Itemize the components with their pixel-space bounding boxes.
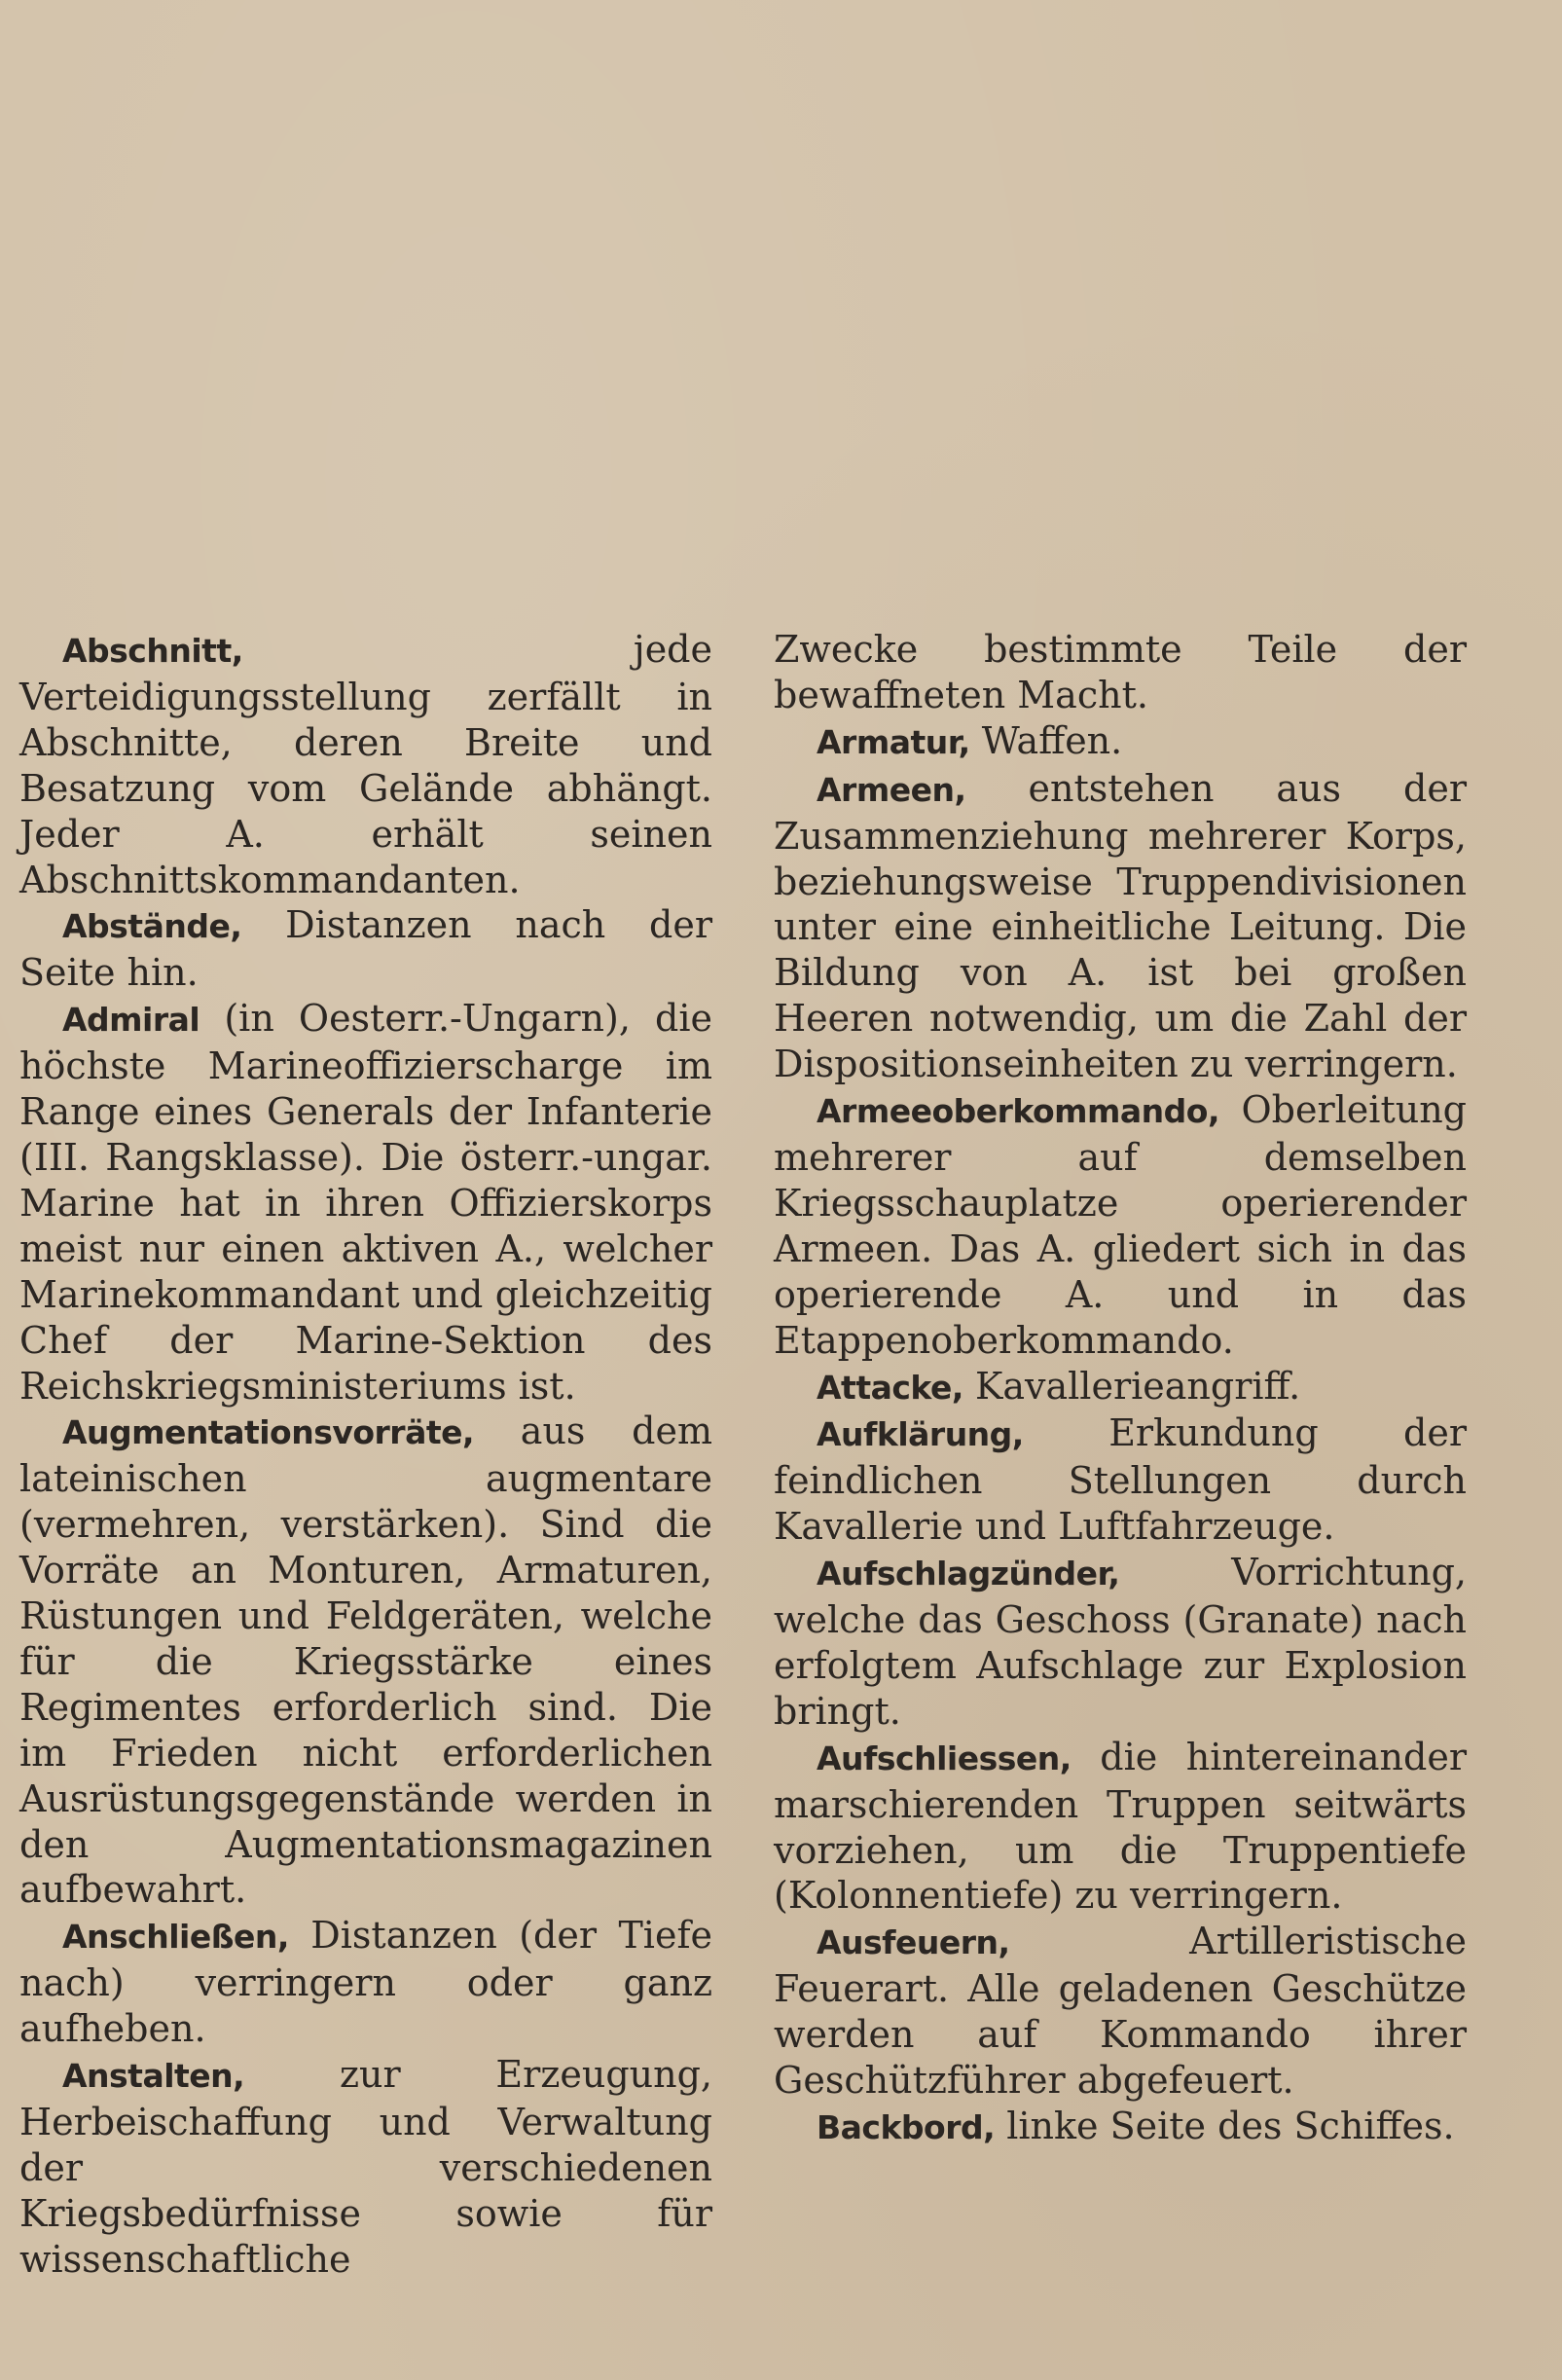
entry-anschliessen (19, 1913, 712, 2052)
entry-definition: entstehen aus der Zusammenziehung mehrerer Korps, beziehungsweise Truppendivisionen unter eine einheitliche Leitung. Die Bildung von A. ist bei großen Heeren notwendig, um die Zahl der Dispositionseinheiten zu verringern. (774, 766, 1467, 1086)
entry-armeen (774, 766, 1467, 1087)
entry-aufklaerung (774, 1410, 1467, 1550)
entry-term: Anschließen, (62, 1918, 289, 1957)
entry-definition: Vorrichtung, welche das Geschoss (Granate) nach erfolgtem Aufschlage zur Explosion bringt. (774, 1551, 1467, 1733)
entry-definition: Erkundung der feindlichen Stellungen durch Kavallerie und Luftfahrzeuge. (774, 1411, 1467, 1549)
entry-term: Aufschliessen, (817, 1739, 1072, 1777)
entry-armeeoberkommando (774, 1087, 1467, 1363)
entry-definition: die hintereinander marschierenden Truppen seitwärts vorziehen, um die Truppentiefe (Kolonnentiefe) zu verringern. (774, 1735, 1467, 1918)
entry-definition: (in Oesterr.-Ungarn), die höchste Marineoffizierscharge im Range eines Generals der Infanterie (III. Rangsklasse). Die österr.-ungar. Marine hat in ihren Offizierskorps meist nur einen aktiven A., welcher Marinekommandant und gleichzeitig Chef der Marine-Sektion des Reichskriegsministeriums ist. (19, 997, 712, 1408)
entry-anstalten (19, 2052, 712, 2283)
entry-definition: Artilleristische Feuerart. Alle geladenen Geschütze werden auf Kommando ihrer Geschützführer abgefeuert. (774, 1920, 1467, 2103)
entry-attacke (774, 1364, 1467, 1411)
entry-definition: Kavallerieangriff. (963, 1364, 1301, 1408)
entry-term: Abstände, (62, 907, 242, 946)
entry-augmentationsvorraete (19, 1409, 712, 1913)
entry-term: Aufschlagzünder, (817, 1555, 1120, 1593)
entry-definition: jede Verteidigungsstellung zerfällt in Abschnitte, deren Breite und Besatzung vom Gelände abhängt. Jeder A. erhält seinen Abschnittskommandanten. (19, 628, 712, 901)
entry-abstaende (19, 902, 712, 996)
entry-term: Aufklärung, (817, 1415, 1024, 1454)
entry-term: Augmentationsvorräte, (62, 1413, 475, 1452)
entry-definition: aus dem lateinischen augmentare (vermehren, verstärken). Sind die Vorräte an Monturen, Armaturen, Rüstungen und Feldgeräten, welche für die Kriegsstärke eines Regimentes erforderlich sind. Die im Frieden nicht erforderlichen Ausrüstungsgegenstände werden in den Augmentationsmagazinen aufbewahrt. (19, 1410, 712, 1912)
entry-continuation: Zwecke bestimmte Teile der bewaffneten Macht. (774, 628, 1467, 716)
entry-aufschlagzuender (774, 1550, 1467, 1735)
entry-definition: zur Erzeugung, Herbeischaffung und Verwaltung der verschiedenen Kriegsbedürfnisse sowie für wissenschaftliche (19, 2053, 712, 2281)
entry-definition: Distanzen nach der Seite hin. (19, 903, 712, 995)
entry-abschnitt (19, 627, 712, 902)
entry-admiral (19, 996, 712, 1409)
entry-term: Backbord, (817, 2108, 996, 2146)
entry-aufschliessen (774, 1735, 1467, 1920)
entry-term: Abschnitt, (62, 632, 243, 670)
entry-term: Admiral (62, 1001, 200, 1040)
left-column (19, 627, 712, 2283)
entry-term: Anstalten, (62, 2057, 245, 2096)
entry-definition: Distanzen (der Tiefe nach) verringern oder ganz aufheben. (19, 1914, 712, 2051)
right-column (774, 627, 1467, 2151)
entry-term: Armatur, (817, 722, 970, 761)
entry-definition: linke Seite des Schiffes. (995, 2105, 1455, 2147)
entry-backbord (774, 2104, 1467, 2151)
entry-term: Ausfeuern, (817, 1923, 1010, 1962)
entry-term: Armeeoberkommando, (817, 1092, 1220, 1131)
entry-term: Armeen, (817, 770, 966, 809)
entry-ausfeuern (774, 1919, 1467, 2104)
entry-armatur (774, 718, 1467, 766)
entry-term: Attacke, (817, 1368, 963, 1407)
entry-definition: Waffen. (969, 718, 1123, 762)
entry-definition: Oberleitung mehrerer auf demselben Kriegsschauplatze operierender Armeen. Das A. gliedert sich in das operierende A. und in das Etappenoberkommando. (774, 1088, 1467, 1362)
